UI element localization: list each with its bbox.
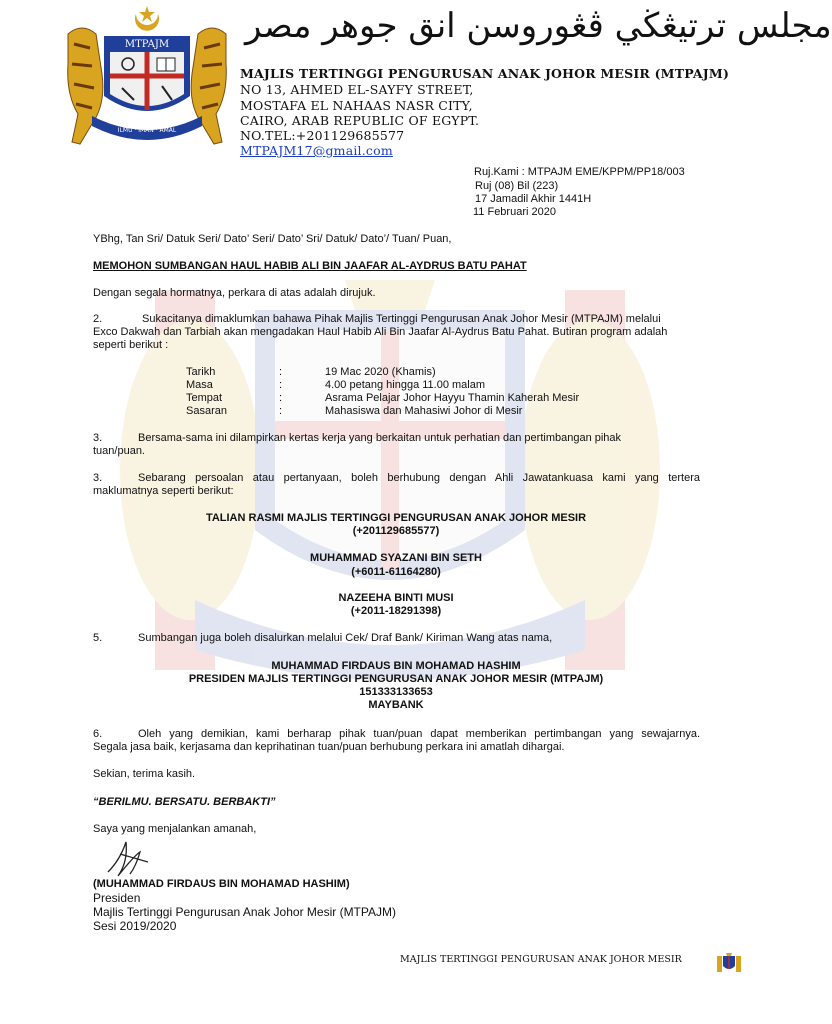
para6-line1: Oleh yang demikian, kami berharap pihak tuan/puan dapat memberikan pertimbangan yang sewajarnya. bbox=[138, 728, 700, 740]
signatory-session: Sesi 2019/2020 bbox=[93, 919, 177, 933]
detail-value-tempat: Asrama Pelajar Johor Hayyu Thamin Kaherah Mesir bbox=[325, 392, 580, 404]
contact-official-phone: (+201129685577) bbox=[352, 525, 440, 537]
address-line-3: CAIRO, ARAB REPUBLIC OF EGYPT. bbox=[240, 113, 480, 128]
payee-bank: MAYBANK bbox=[368, 699, 424, 711]
detail-label-masa: Masa bbox=[186, 379, 213, 391]
para5-number: 5. bbox=[93, 632, 103, 644]
motto: “BERILMU. BERSATU. BERBAKTI” bbox=[93, 796, 276, 808]
ref-ruj-bil: Ruj (08) Bil (223) bbox=[475, 180, 559, 192]
para6-number: 6. bbox=[93, 728, 103, 740]
address-line-1: NO 13, AHMED EL-SAYFY STREET, bbox=[240, 82, 474, 97]
footer-text: MAJLIS TERTINGGI PENGURUSAN ANAK JOHOR MESIR bbox=[400, 954, 682, 965]
detail-value-masa: 4.00 petang hingga 11.00 malam bbox=[325, 379, 486, 391]
address-line-2: MOSTAFA EL NAHAAS NASR CITY, bbox=[240, 98, 473, 113]
para2-line2: Exco Dakwah dan Tarbiah akan mengadakan Haul Habib Ali Bin Jaafar Al-Aydrus Batu Pahat. Butiran program adalah bbox=[93, 326, 668, 338]
detail-label-tarikh: Tarikh bbox=[186, 366, 216, 378]
amanah-line: Saya yang menjalankan amanah, bbox=[93, 823, 257, 835]
signature bbox=[100, 832, 170, 882]
payee-name: MUHAMMAD FIRDAUS BIN MOHAMAD HASHIM bbox=[271, 660, 521, 672]
contact-phone-1: (+6011-61164280) bbox=[351, 566, 441, 578]
detail-sep: : bbox=[279, 405, 283, 417]
para6-line2: Segala jasa baik, kerjasama dan keprihatinan tuan/puan berhubung perkara ini amatlah dihargai. bbox=[93, 741, 565, 753]
salutation: YBhg, Tan Sri/ Datuk Seri/ Dato’ Seri/ Dato’ Sri/ Datuk/ Dato’/ Tuan/ Puan, bbox=[93, 233, 452, 245]
detail-sep: : bbox=[279, 392, 283, 404]
ref-ruj-kami: Ruj.Kami : MTPAJM EME/KPPM/PP18/003 bbox=[474, 166, 685, 178]
para4-number: 3. bbox=[93, 472, 103, 484]
detail-value-sasaran: Mahasiswa dan Mahasiwi Johor di Mesir bbox=[325, 405, 523, 417]
contact-name-2: NAZEEHA BINTI MUSI bbox=[338, 592, 454, 604]
contact-phone-2: (+2011-18291398) bbox=[350, 605, 442, 617]
detail-label-sasaran: Sasaran bbox=[186, 405, 227, 417]
date-hijri: 17 Jamadil Akhir 1441H bbox=[475, 193, 592, 205]
para3-number: 3. bbox=[93, 432, 103, 444]
detail-label-tempat: Tempat bbox=[186, 392, 223, 404]
footer-logo bbox=[716, 952, 742, 974]
para2-number: 2. bbox=[93, 313, 103, 325]
date-gregorian: 11 Februari 2020 bbox=[473, 206, 556, 218]
para4-line1: Sebarang persoalan atau pertanyaan, boleh berhubung dengan Ahli Jawatankuasa kami yang tertera bbox=[138, 472, 700, 484]
para4-line2: maklumatnya seperti berikut: bbox=[93, 485, 234, 497]
org-name: MAJLIS TERTINGGI PENGURUSAN ANAK JOHOR MESIR (MTPAJM) bbox=[240, 66, 730, 81]
subject-heading: MEMOHON SUMBANGAN HAUL HABIB ALI BIN JAAFAR AL-AYDRUS BATU PAHAT bbox=[93, 260, 527, 272]
payee-account-number: 151333133653 bbox=[359, 686, 433, 698]
para3-line1: Bersama-sama ini dilampirkan kertas kerja yang berkaitan untuk perhatian dan pertimbangan pihak bbox=[138, 432, 622, 444]
email-link[interactable]: MTPAJM17@gmail.com bbox=[240, 143, 393, 158]
contact-official-line: TALIAN RASMI MAJLIS TERTINGGI PENGURUSAN ANAK JOHOR MESIR bbox=[205, 512, 587, 524]
detail-value-tarikh: 19 Mac 2020 (Khamis) bbox=[325, 366, 436, 378]
payee-title: PRESIDEN MAJLIS TERTINGGI PENGURUSAN ANAK JOHOR MESIR (MTPAJM) bbox=[188, 673, 604, 685]
signatory-org: Majlis Tertinggi Pengurusan Anak Johor Mesir (MTPAJM) bbox=[93, 905, 396, 919]
signatory-name: (MUHAMMAD FIRDAUS BIN MOHAMAD HASHIM) bbox=[93, 878, 350, 890]
closing-line: Sekian, terima kasih. bbox=[93, 768, 196, 780]
para2-line3: seperti berikut : bbox=[93, 339, 169, 351]
tel-number: NO.TEL:+201129685577 bbox=[240, 128, 405, 143]
para5-text: Sumbangan juga boleh disalurkan melalui Cek/ Draf Bank/ Kiriman Wang atas nama, bbox=[138, 632, 553, 644]
mtpajm-logo bbox=[62, 4, 232, 154]
opening-line: Dengan segala hormatnya, perkara di atas adalah dirujuk. bbox=[93, 287, 376, 299]
jawi-title: مجلس ترتيڠڬي ڤڠوروسن انق جوهر مصر bbox=[245, 6, 832, 46]
logo-ribbon-text: ILMU · IMAN · AMAL bbox=[117, 127, 177, 134]
logo-text: MTPAJM bbox=[124, 39, 170, 50]
signatory-title: Presiden bbox=[93, 891, 141, 905]
para2-line1: Sukacitanya dimaklumkan bahawa Pihak Majlis Tertinggi Pengurusan Anak Johor Mesir (MTPAJM) melalui bbox=[142, 313, 661, 325]
detail-sep: : bbox=[279, 366, 283, 378]
contact-name-1: MUHAMMAD SYAZANI BIN SETH bbox=[310, 552, 482, 564]
para3-line2: tuan/puan. bbox=[93, 445, 145, 457]
detail-sep: : bbox=[279, 379, 283, 391]
